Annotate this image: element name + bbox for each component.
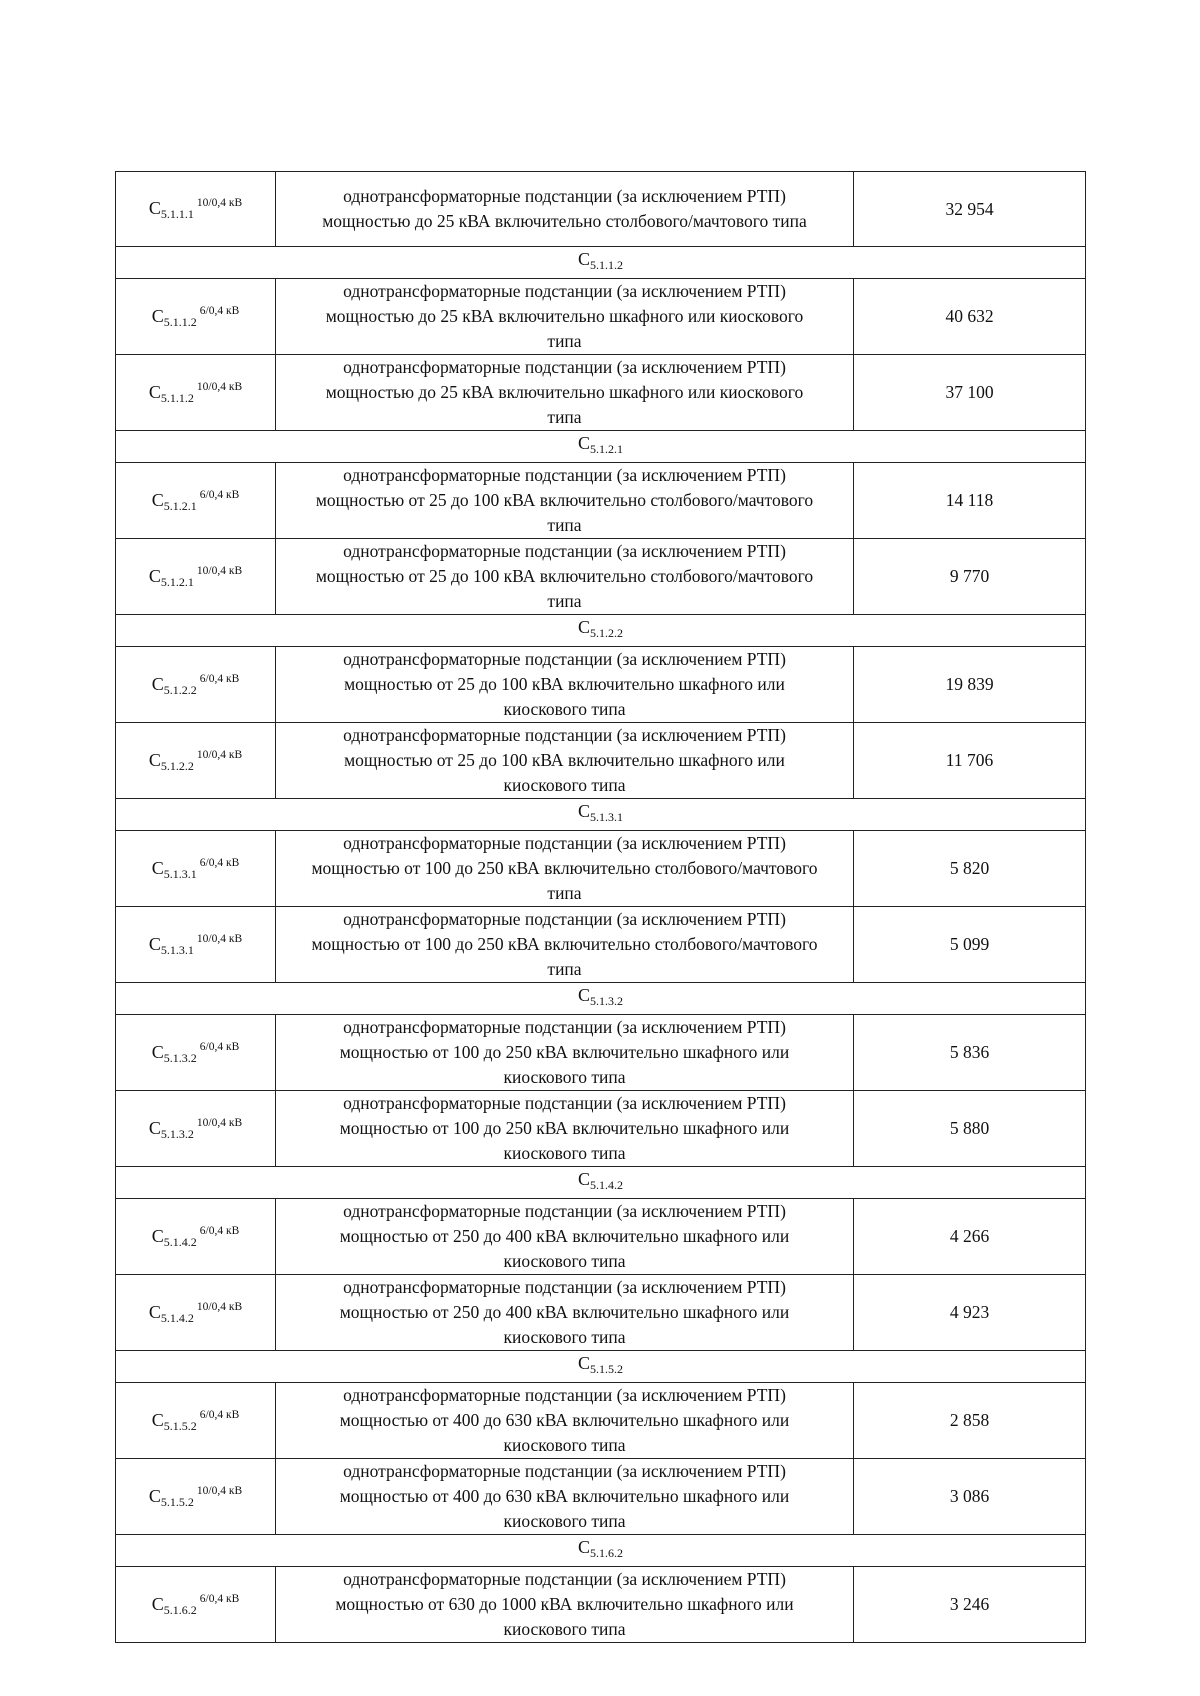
code-cell [116, 539, 276, 615]
description-line: мощностью от 100 до 250 кВА включительно столбового/мачтового [311, 858, 818, 878]
code-index: 5.1.2.1 [160, 574, 194, 589]
description-cell [276, 1199, 854, 1275]
code-index: 5.1.5.2 [160, 1494, 194, 1509]
description-line: однотрансформаторные подстанции (за исключением РТП) [343, 833, 786, 853]
table-row [116, 463, 1086, 539]
voltage-class: 10/0,4 кВ [196, 1300, 243, 1313]
value-cell [854, 355, 1086, 431]
group-code-letter: C [577, 801, 590, 821]
value-cell [854, 723, 1086, 799]
voltage-class: 6/0,4 кВ [199, 304, 240, 317]
group-code-letter: C [577, 1537, 590, 1557]
description-line: киоскового типа [503, 1067, 626, 1087]
description-line: мощностью от 100 до 250 кВА включительно столбового/мачтового [311, 934, 818, 954]
description-line: мощностью от 630 до 1000 кВА включительно шкафного или [335, 1594, 794, 1614]
table-row [116, 1091, 1086, 1167]
description-cell [276, 723, 854, 799]
code-index: 5.1.3.2 [163, 1050, 197, 1065]
description-line: мощностью от 25 до 100 кВА включительно шкафного или [344, 674, 785, 694]
description-line: однотрансформаторные подстанции (за исключением РТП) [343, 725, 786, 745]
description-line: киоскового типа [503, 775, 626, 795]
code-cell [116, 1015, 276, 1091]
code-index: 5.1.1.1 [160, 207, 194, 221]
group-code-index: 5.1.1.2 [590, 258, 623, 272]
table-row [116, 1383, 1086, 1459]
value-cell [854, 279, 1086, 355]
value-text: 37 100 [945, 382, 994, 402]
description-line: однотрансформаторные подстанции (за исключением РТП) [343, 909, 786, 929]
code-letter: C [148, 381, 161, 402]
value-text: 11 706 [945, 750, 994, 770]
description-cell [276, 355, 854, 431]
description-cell [276, 1383, 854, 1459]
code-cell [116, 1091, 276, 1167]
group-code-index: 5.1.4.2 [590, 1178, 623, 1192]
value-text: 4 923 [949, 1302, 990, 1322]
value-text: 2 858 [949, 1410, 990, 1430]
group-code-letter: C [577, 433, 590, 453]
group-code-index: 5.1.6.2 [590, 1546, 623, 1560]
code-cell [116, 1459, 276, 1535]
voltage-class: 10/0,4 кВ [196, 564, 243, 577]
code-cell [116, 172, 276, 247]
group-code-letter: C [577, 1169, 590, 1189]
code-letter: C [151, 1409, 164, 1430]
value-cell [854, 1567, 1086, 1643]
value-cell [854, 1383, 1086, 1459]
code-cell [116, 831, 276, 907]
description-cell [276, 463, 854, 539]
group-code-index: 5.1.3.2 [590, 994, 623, 1008]
code-letter: C [151, 305, 164, 326]
description-line: типа [547, 407, 582, 427]
description-cell [276, 831, 854, 907]
voltage-class: 10/0,4 кВ [196, 380, 243, 393]
description-line: мощностью от 100 до 250 кВА включительно шкафного или [339, 1042, 790, 1062]
description-line: типа [547, 331, 582, 351]
code-letter: C [148, 933, 161, 954]
value-text: 5 880 [949, 1118, 990, 1138]
code-index: 5.1.4.2 [160, 1310, 194, 1325]
table-row [116, 1459, 1086, 1535]
description-line: однотрансформаторные подстанции (за исключением РТП) [343, 465, 786, 485]
voltage-class: 10/0,4 кВ [196, 197, 243, 209]
description-line: мощностью от 25 до 100 кВА включительно столбового/мачтового [315, 566, 814, 586]
code-index: 5.1.3.1 [160, 942, 194, 957]
table-row [116, 279, 1086, 355]
description-line: киоскового типа [503, 1511, 626, 1531]
description-line: мощностью от 25 до 100 кВА включительно столбового/мачтового [315, 490, 814, 510]
value-text: 32 954 [945, 198, 994, 219]
group-code-index: 5.1.5.2 [590, 1362, 623, 1376]
voltage-class: 6/0,4 кВ [199, 1040, 240, 1053]
description-line: мощностью от 250 до 400 кВА включительно шкафного или [339, 1226, 790, 1246]
description-line: типа [547, 959, 582, 979]
code-index: 5.1.2.2 [160, 758, 194, 773]
value-text: 5 099 [949, 934, 990, 954]
value-cell [854, 831, 1086, 907]
description-cell [276, 1567, 854, 1643]
value-text: 40 632 [945, 306, 994, 326]
code-cell [116, 1567, 276, 1643]
description-line: однотрансформаторные подстанции (за исключением РТП) [343, 1385, 786, 1405]
code-letter: C [151, 857, 164, 878]
group-header-row [116, 1167, 1086, 1199]
group-code-letter: C [577, 617, 590, 637]
group-header-row [116, 615, 1086, 647]
group-header-row [116, 983, 1086, 1015]
code-cell [116, 355, 276, 431]
value-text: 5 820 [949, 858, 990, 878]
group-header-row [116, 431, 1086, 463]
table-row [116, 1199, 1086, 1275]
code-letter: C [148, 1485, 161, 1506]
table-row [116, 1275, 1086, 1351]
description-line: однотрансформаторные подстанции (за исключением РТП) [343, 1569, 786, 1589]
value-text: 4 266 [949, 1226, 990, 1246]
voltage-class: 10/0,4 кВ [196, 1484, 243, 1497]
value-cell [854, 647, 1086, 723]
code-letter: C [148, 1117, 161, 1138]
description-line: однотрансформаторные подстанции (за исключением РТП) [343, 1093, 786, 1113]
value-cell [854, 172, 1086, 247]
description-cell [276, 539, 854, 615]
code-cell [116, 647, 276, 723]
group-code-index: 5.1.2.2 [590, 626, 623, 640]
voltage-class: 6/0,4 кВ [199, 1224, 240, 1237]
table-row [116, 1015, 1086, 1091]
voltage-class: 6/0,4 кВ [199, 1592, 240, 1605]
description-line: мощностью от 25 до 100 кВА включительно шкафного или [344, 750, 785, 770]
code-index: 5.1.1.2 [160, 390, 194, 405]
group-code-cell [116, 1351, 1086, 1383]
value-cell [854, 1199, 1086, 1275]
description-line: мощностью от 400 до 630 кВА включительно шкафного или [339, 1486, 790, 1506]
description-line: киоскового типа [503, 1435, 626, 1455]
code-index: 5.1.4.2 [163, 1234, 197, 1249]
description-line: мощностью от 400 до 630 кВА включительно шкафного или [339, 1410, 790, 1430]
description-line: киоскового типа [503, 1327, 626, 1347]
description-line: однотрансформаторные подстанции (за исключением РТП) [343, 186, 786, 206]
code-letter: C [151, 489, 164, 510]
code-letter: C [151, 673, 164, 694]
tariff-table [115, 171, 1086, 1643]
group-code-index: 5.1.3.1 [590, 810, 623, 824]
voltage-class: 10/0,4 кВ [196, 748, 243, 761]
description-line: мощностью до 25 кВА включительно шкафного или киоскового [325, 306, 804, 326]
description-line: киоскового типа [503, 1143, 626, 1163]
value-text: 19 839 [945, 674, 994, 694]
description-line: однотрансформаторные подстанции (за исключением РТП) [343, 357, 786, 377]
description-cell [276, 1091, 854, 1167]
code-letter: C [148, 1301, 161, 1322]
group-code-cell [116, 431, 1086, 463]
value-cell [854, 1015, 1086, 1091]
table-body [116, 172, 1086, 1643]
code-index: 5.1.3.1 [163, 866, 197, 881]
group-header-row [116, 799, 1086, 831]
code-cell [116, 907, 276, 983]
value-text: 3 246 [949, 1594, 990, 1614]
description-line: однотрансформаторные подстанции (за исключением РТП) [343, 649, 786, 669]
description-line: мощностью от 100 до 250 кВА включительно шкафного или [339, 1118, 790, 1138]
code-cell [116, 1199, 276, 1275]
table-row [116, 831, 1086, 907]
description-cell [276, 907, 854, 983]
code-index: 5.1.5.2 [163, 1418, 197, 1433]
description-line: однотрансформаторные подстанции (за исключением РТП) [343, 1017, 786, 1037]
description-cell [276, 1275, 854, 1351]
description-line: типа [547, 883, 582, 903]
group-code-letter: C [577, 985, 590, 1005]
description-line: однотрансформаторные подстанции (за исключением РТП) [343, 1201, 786, 1221]
value-cell [854, 463, 1086, 539]
description-line: типа [547, 515, 582, 535]
value-cell [854, 539, 1086, 615]
code-letter: C [148, 565, 161, 586]
code-index: 5.1.2.2 [163, 682, 197, 697]
description-line: однотрансформаторные подстанции (за исключением РТП) [343, 1277, 786, 1297]
voltage-class: 10/0,4 кВ [196, 1116, 243, 1129]
voltage-class: 6/0,4 кВ [199, 856, 240, 869]
group-code-cell [116, 1167, 1086, 1199]
voltage-class: 6/0,4 кВ [199, 488, 240, 501]
group-code-cell [116, 983, 1086, 1015]
description-line: мощностью до 25 кВА включительно шкафного или киоскового [325, 382, 804, 402]
group-code-index: 5.1.2.1 [590, 442, 623, 456]
group-code-cell [116, 247, 1086, 279]
code-cell [116, 279, 276, 355]
voltage-class: 6/0,4 кВ [199, 1408, 240, 1421]
voltage-class: 6/0,4 кВ [199, 672, 240, 685]
description-line: однотрансформаторные подстанции (за исключением РТП) [343, 541, 786, 561]
value-text: 9 770 [949, 566, 990, 586]
group-code-cell [116, 1535, 1086, 1567]
group-code-letter: C [577, 1353, 590, 1373]
value-cell [854, 1459, 1086, 1535]
description-cell [276, 279, 854, 355]
table-row [116, 172, 1086, 247]
table-row [116, 647, 1086, 723]
value-text: 14 118 [945, 490, 994, 510]
voltage-class: 10/0,4 кВ [196, 932, 243, 945]
code-cell [116, 723, 276, 799]
description-line: киоскового типа [503, 699, 626, 719]
description-line: киоскового типа [503, 1619, 626, 1639]
table-row [116, 723, 1086, 799]
code-cell [116, 1383, 276, 1459]
value-cell [854, 1275, 1086, 1351]
code-index: 5.1.3.2 [160, 1126, 194, 1141]
description-cell [276, 1459, 854, 1535]
group-header-row [116, 1535, 1086, 1567]
group-code-letter: C [577, 249, 590, 269]
value-text: 3 086 [949, 1486, 990, 1506]
description-line: однотрансформаторные подстанции (за исключением РТП) [343, 281, 786, 301]
group-code-cell [116, 615, 1086, 647]
code-index: 5.1.6.2 [163, 1602, 197, 1617]
code-cell [116, 463, 276, 539]
description-line: киоскового типа [503, 1251, 626, 1271]
description-cell [276, 647, 854, 723]
code-letter: C [151, 1593, 164, 1614]
description-line: мощностью от 250 до 400 кВА включительно шкафного или [339, 1302, 790, 1322]
description-line: однотрансформаторные подстанции (за исключением РТП) [343, 1461, 786, 1481]
code-letter: C [151, 1225, 164, 1246]
table-row [116, 907, 1086, 983]
code-index: 5.1.2.1 [163, 498, 197, 513]
table-row [116, 355, 1086, 431]
group-header-row [116, 247, 1086, 279]
value-cell [854, 907, 1086, 983]
description-line: мощностью до 25 кВА включительно столбового/мачтового типа [322, 211, 807, 231]
description-cell [276, 172, 854, 247]
code-cell [116, 1275, 276, 1351]
group-code-cell [116, 799, 1086, 831]
value-cell [854, 1091, 1086, 1167]
value-text: 5 836 [949, 1042, 990, 1062]
description-cell [276, 1015, 854, 1091]
code-letter: C [148, 749, 161, 770]
code-letter: C [151, 1041, 164, 1062]
table-row [116, 1567, 1086, 1643]
code-index: 5.1.1.2 [163, 314, 197, 329]
table-row [116, 539, 1086, 615]
group-header-row [116, 1351, 1086, 1383]
code-letter: C [148, 198, 161, 218]
description-line: типа [547, 591, 582, 611]
